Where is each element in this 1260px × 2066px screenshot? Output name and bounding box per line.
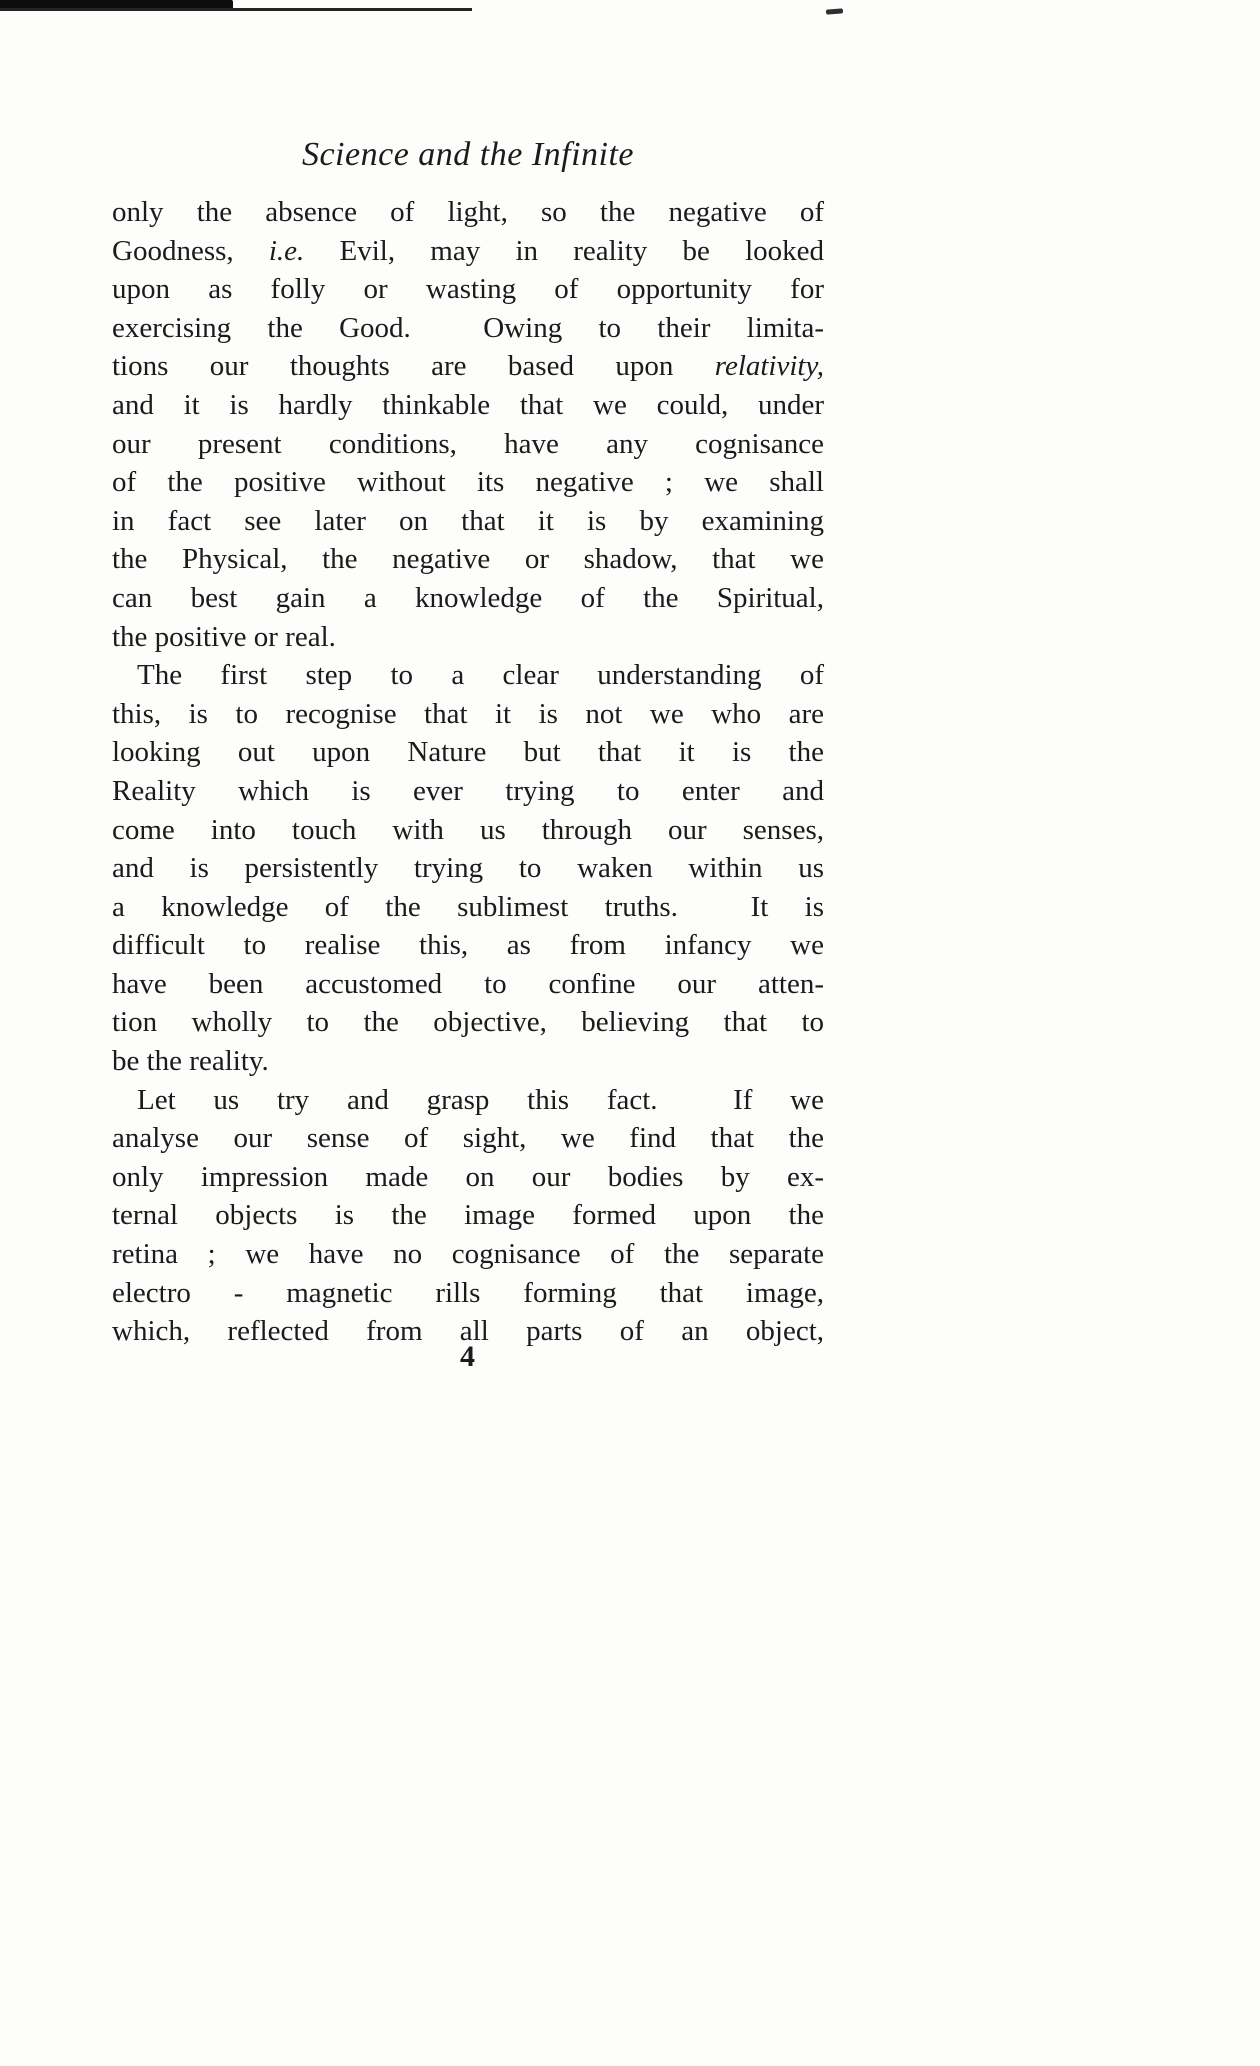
text-block	[112, 193, 824, 1351]
body-text: which, reflected from all parts of an object,	[112, 1315, 824, 1348]
body-text: electro - magnetic rills forming that image,	[112, 1276, 824, 1309]
body-text: the Physical, the negative or shadow, that we	[112, 543, 824, 576]
text-line	[112, 232, 824, 271]
text-line	[112, 849, 824, 888]
text-line	[112, 1158, 824, 1197]
text-line	[112, 695, 824, 734]
scan-artifact-top-left-line	[0, 8, 472, 11]
body-text: and it is hardly thinkable that we could, under	[112, 388, 824, 421]
text-line	[112, 733, 824, 772]
running-header-title: Science and the Infinite	[301, 136, 635, 173]
body-text: Let us try and grasp this fact. If we	[137, 1083, 824, 1116]
body-text: Goodness,	[112, 234, 269, 267]
body-text: have been accustomed to confine our atten-	[112, 967, 824, 1000]
text-line	[112, 347, 824, 386]
body-text: the positive or real.	[112, 620, 336, 653]
paragraph	[112, 1081, 824, 1351]
body-text: retina ; we have no cognisance of the separate	[112, 1238, 824, 1271]
text-line	[112, 656, 824, 695]
text-line	[112, 1003, 824, 1042]
body-text: can best gain a knowledge of the Spiritual,	[112, 581, 824, 614]
text-line	[112, 502, 824, 541]
body-text: a knowledge of the sublimest truths. It is	[112, 890, 824, 923]
body-text: in fact see later on that it is by examining	[112, 504, 824, 537]
text-line	[112, 270, 824, 309]
text-line	[112, 540, 824, 579]
text-line	[112, 386, 824, 425]
scan-artifact-top-right-dash	[826, 8, 843, 14]
body-text: our present conditions, have any cognisance	[112, 427, 824, 460]
body-text: ternal objects is the image formed upon the	[112, 1199, 824, 1232]
italic-text: relativity,	[714, 350, 824, 383]
text-line	[112, 965, 824, 1004]
text-line	[112, 811, 824, 850]
text-line	[112, 579, 824, 618]
text-line	[112, 1119, 824, 1158]
text-line	[112, 926, 824, 965]
paragraph	[112, 193, 824, 656]
body-text: tion wholly to the objective, believing that to	[112, 1006, 824, 1039]
body-text: come into touch with us through our senses,	[112, 813, 824, 846]
text-line	[112, 463, 824, 502]
text-line	[112, 618, 824, 657]
body-text: only the absence of light, so the negative of	[112, 196, 824, 228]
body-text: be the reality.	[112, 1045, 269, 1078]
body-text: analyse our sense of sight, we find that the	[112, 1122, 824, 1155]
paragraph	[112, 656, 824, 1081]
text-line	[112, 425, 824, 464]
text-line	[112, 772, 824, 811]
italic-text: i.e.	[268, 234, 305, 267]
text-line	[112, 193, 824, 232]
body-text: of the positive without its negative ; we shall	[112, 466, 824, 499]
text-line	[112, 1081, 824, 1120]
text-line	[112, 1042, 824, 1081]
text-line	[112, 1274, 824, 1313]
body-text: exercising the Good. Owing to their limita-	[112, 311, 824, 344]
page-number: 4	[460, 1340, 476, 1373]
body-text: tions our thoughts are based upon	[112, 350, 715, 383]
body-text: The first step to a clear understanding of	[137, 659, 824, 692]
body-text: Reality which is ever trying to enter and	[112, 774, 824, 807]
body-text: upon as folly or wasting of opportunity for	[112, 273, 824, 306]
text-line	[112, 1235, 824, 1274]
body-text: only impression made on our bodies by ex-	[112, 1160, 824, 1193]
body-text: difficult to realise this, as from infancy we	[112, 929, 824, 962]
body-text: this, is to recognise that it is not we who are	[112, 697, 824, 730]
body-text: looking out upon Nature but that it is the	[112, 736, 824, 769]
text-line	[112, 888, 824, 927]
body-text: Evil, may in reality be looked	[304, 234, 825, 267]
text-line	[112, 1196, 824, 1235]
text-line	[112, 309, 824, 348]
body-text: and is persistently trying to waken within us	[112, 852, 824, 885]
